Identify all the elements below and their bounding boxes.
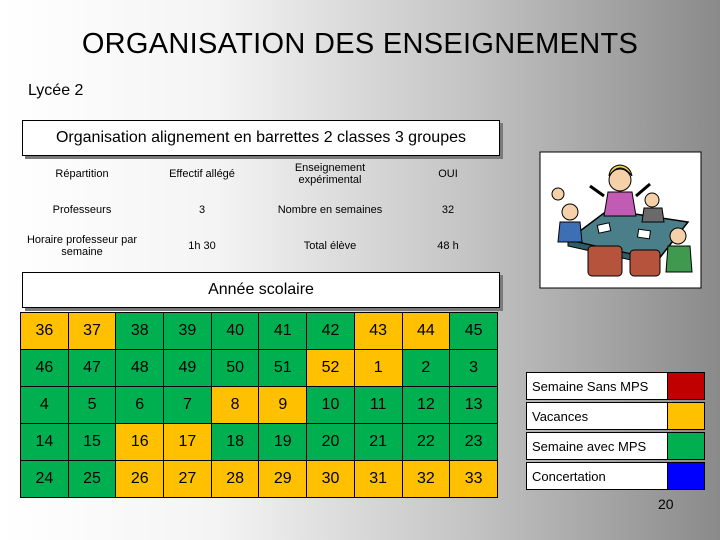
week-row: [21, 387, 498, 424]
week-cell: 32: [402, 461, 450, 498]
legend: [526, 372, 706, 492]
week-cell: 40: [211, 313, 259, 350]
week-cell: 29: [259, 461, 307, 498]
week-row: [21, 461, 498, 498]
week-cell: 46: [21, 350, 69, 387]
week-cell: 17: [164, 424, 212, 461]
week-cell: 16: [116, 424, 164, 461]
info-cell: 3: [198, 204, 206, 216]
meeting-illustration: [538, 150, 703, 290]
week-cell: 39: [164, 313, 212, 350]
week-cell: 36: [21, 313, 69, 350]
week-cell: 14: [21, 424, 69, 461]
week-cell: 50: [211, 350, 259, 387]
weeks-calendar: [20, 312, 498, 498]
week-cell: 24: [21, 461, 69, 498]
week-cell: 3: [450, 350, 498, 387]
legend-label: Concertation: [526, 462, 668, 490]
legend-item: [526, 402, 706, 430]
week-cell: 42: [307, 313, 355, 350]
info-cell: Total élève: [303, 240, 357, 252]
week-cell: 2: [402, 350, 450, 387]
week-cell: 48: [116, 350, 164, 387]
info-cell: 32: [441, 204, 455, 216]
week-cell: 11: [354, 387, 402, 424]
info-cell: OUI: [438, 168, 458, 180]
legend-swatch: [668, 372, 705, 400]
info-row: [22, 156, 498, 192]
info-cell: Enseignement expérimental: [294, 162, 366, 186]
week-cell: 7: [164, 387, 212, 424]
info-table: [22, 156, 498, 264]
info-cell: Répartition: [55, 168, 109, 180]
week-cell: 43: [354, 313, 402, 350]
legend-item: [526, 372, 706, 400]
week-cell: 49: [164, 350, 212, 387]
legend-label: Semaine Sans MPS: [526, 372, 668, 400]
week-cell: 52: [307, 350, 355, 387]
legend-item: [526, 462, 706, 490]
week-cell: 37: [68, 313, 116, 350]
info-cell: Effectif allégé: [169, 168, 235, 180]
week-cell: 4: [21, 387, 69, 424]
info-row: [22, 228, 498, 264]
week-cell: 12: [402, 387, 450, 424]
week-cell: 47: [68, 350, 116, 387]
week-cell: 23: [450, 424, 498, 461]
week-cell: 1: [354, 350, 402, 387]
week-cell: 45: [450, 313, 498, 350]
info-cell: 1h 30: [188, 240, 216, 252]
week-cell: 19: [259, 424, 307, 461]
week-cell: 51: [259, 350, 307, 387]
week-cell: 10: [307, 387, 355, 424]
week-cell: 20: [307, 424, 355, 461]
week-cell: 44: [402, 313, 450, 350]
week-row: [21, 350, 498, 387]
week-cell: 27: [164, 461, 212, 498]
week-cell: 5: [68, 387, 116, 424]
legend-label: Vacances: [526, 402, 668, 430]
week-cell: 22: [402, 424, 450, 461]
school-name: Lycée 2: [28, 82, 84, 99]
week-cell: 18: [211, 424, 259, 461]
week-cell: 41: [259, 313, 307, 350]
week-row: [21, 424, 498, 461]
legend-swatch: [668, 402, 705, 430]
info-row: [22, 192, 498, 228]
week-cell: 8: [211, 387, 259, 424]
week-cell: 28: [211, 461, 259, 498]
week-cell: 15: [68, 424, 116, 461]
legend-label: Semaine avec MPS: [526, 432, 668, 460]
week-cell: 38: [116, 313, 164, 350]
week-cell: 26: [116, 461, 164, 498]
info-cell: Horaire professeur par semaine: [26, 234, 138, 258]
week-cell: 33: [450, 461, 498, 498]
school-year-header: Année scolaire: [22, 272, 500, 308]
info-cell: 48 h: [437, 240, 459, 252]
info-cell: Professeurs: [52, 204, 112, 216]
week-row: [21, 313, 498, 350]
page-title: ORGANISATION DES ENSEIGNEMENTS: [81, 28, 639, 60]
week-cell: 31: [354, 461, 402, 498]
week-cell: 9: [259, 387, 307, 424]
organisation-title: Organisation alignement en barrettes 2 classes 3 groupes: [22, 120, 500, 156]
page-number: 20: [658, 496, 674, 512]
week-cell: 21: [354, 424, 402, 461]
info-cell: Nombre en semaines: [277, 204, 383, 216]
week-cell: 6: [116, 387, 164, 424]
legend-swatch: [668, 462, 705, 490]
week-cell: 25: [68, 461, 116, 498]
week-cell: 13: [450, 387, 498, 424]
legend-item: [526, 432, 706, 460]
week-cell: 30: [307, 461, 355, 498]
legend-swatch: [668, 432, 705, 460]
